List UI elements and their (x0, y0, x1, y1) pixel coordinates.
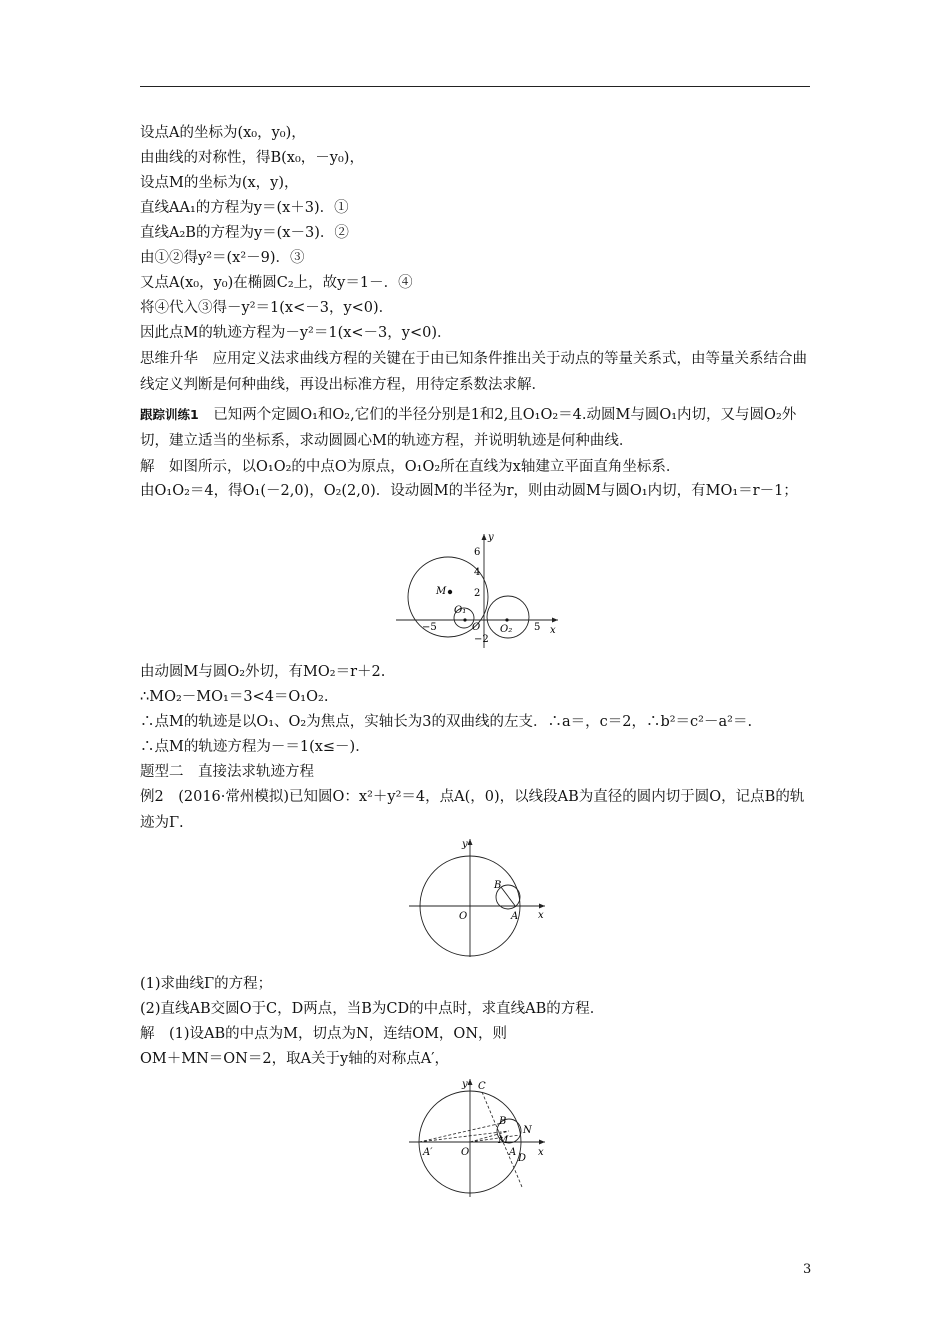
solution-line: 解 如图所示，以O₁O₂的中点O为原点，O₁O₂所在直线为x轴建立平面直角坐标系． (140, 459, 681, 475)
text-line: ∴点M的轨迹方程为－＝1(x≤－)． (140, 739, 370, 755)
training-label: 跟踪训练1 (140, 407, 199, 422)
solution-paragraph: 由O₁O₂＝4，得O₁(－2,0)，O₂(2,0)．设动圆M的半径为r，则由动圆M与圆O₁内切，有MO₁＝r－1； (140, 483, 798, 499)
text-line: ∴MO₂－MO₁＝3<4＝O₁O₂. (140, 689, 329, 705)
training-paragraph (140, 402, 810, 454)
point-label-a-prime: A′ (423, 1147, 433, 1158)
text-line: 设点M的坐标为(x，y)， (140, 175, 299, 191)
point-label-a: A (509, 1147, 517, 1158)
figure-circle-cd (405, 1075, 555, 1199)
origin-label: O (459, 911, 468, 922)
tick-label: 6 (474, 547, 481, 558)
x-axis-label: x (538, 1147, 544, 1158)
y-axis-label: y (488, 532, 494, 543)
x-axis-label: x (550, 625, 556, 636)
point-label-b: B (494, 880, 502, 891)
text-line: 因此点M的轨迹方程为－y²＝1(x<－3，y<0)． (140, 325, 452, 341)
origin-label: O (472, 622, 481, 633)
point-label-c: C (478, 1081, 486, 1092)
text-line: 直线A₂B的方程为y＝(x－3)．② (140, 225, 349, 241)
solution-line: OM＋MN＝ON＝2，取A关于y轴的对称点A′， (140, 1051, 449, 1067)
point-label-o2: O₂ (500, 624, 513, 635)
example-paragraph: 例2 (2016·常州模拟)已知圆O：x²＋y²＝4，点A(，0)，以线段AB为直径的圆内切于圆O，记点B的轨迹为Γ. (140, 789, 805, 831)
page-number: 3 (803, 1262, 812, 1277)
origin-label: O (461, 1147, 470, 1158)
header-rule (140, 86, 810, 87)
text-line: 设点A的坐标为(x₀，y₀)， (140, 125, 306, 141)
text-line: 直线AA₁的方程为y＝(x＋3)．① (140, 200, 349, 216)
point-label-o1: O₁ (454, 605, 467, 616)
text-line: 将④代入③得－y²＝1(x<－3，y<0)． (140, 300, 394, 316)
point-label-m: M (498, 1135, 509, 1146)
point-label-a: A (511, 911, 519, 922)
question-line: (2)直线AB交圆O于C，D两点，当B为CD的中点时，求直线AB的方程． (140, 1001, 605, 1017)
section-heading: 题型二 直接法求轨迹方程 (140, 764, 314, 780)
tick-label: −2 (474, 634, 489, 645)
y-axis-label: y (462, 1079, 468, 1090)
text-line: 由曲线的对称性，得B(x₀，－y₀)， (140, 150, 364, 166)
figure-two-circles (388, 530, 568, 652)
tick-label: 5 (534, 622, 541, 633)
training-text: 已知两个定圆O₁和O₂,它们的半径分别是1和2,且O₁O₂＝4.动圆M与圆O₁内切，又与圆O₂外切，建立适当的坐标系，求动圆圆心M的轨迹方程，并说明轨迹是何种曲线． (140, 407, 797, 449)
text-line: ∴点M的轨迹是以O₁、O₂为焦点，实轴长为3的双曲线的左支．∴a＝，c＝2，∴b²＝c²－a²＝. (140, 714, 753, 730)
tick-label: −5 (422, 622, 437, 633)
tick-label: 2 (474, 588, 481, 599)
figure-circle-ab (405, 835, 555, 959)
solution-line: 解 (1)设AB的中点为M，切点为N，连结OM，ON，则 (140, 1026, 508, 1042)
point-label-b: B (499, 1116, 507, 1127)
text-line: 由动圆M与圆O₂外切，有MO₂＝r＋2. (140, 664, 386, 680)
thinking-paragraph: 思维升华 应用定义法求曲线方程的关键在于由已知条件推出关于动点的等量关系式，由等量关系结合曲线定义判断是何种曲线，再设出标准方程，用待定系数法求解． (140, 351, 807, 393)
point-label-m: M (436, 586, 447, 597)
question-line: (1)求曲线Γ的方程； (140, 976, 273, 992)
text-line: 又点A(x₀，y₀)在椭圆C₂上，故y＝1－．④ (140, 275, 413, 291)
text-line: 由①②得y²＝(x²－9)．③ (140, 250, 305, 266)
point-label-d: D (518, 1153, 527, 1164)
point-label-n: N (523, 1125, 532, 1136)
x-axis-label: x (538, 910, 544, 921)
y-axis-label: y (462, 839, 468, 850)
tick-label: 4 (474, 567, 481, 578)
